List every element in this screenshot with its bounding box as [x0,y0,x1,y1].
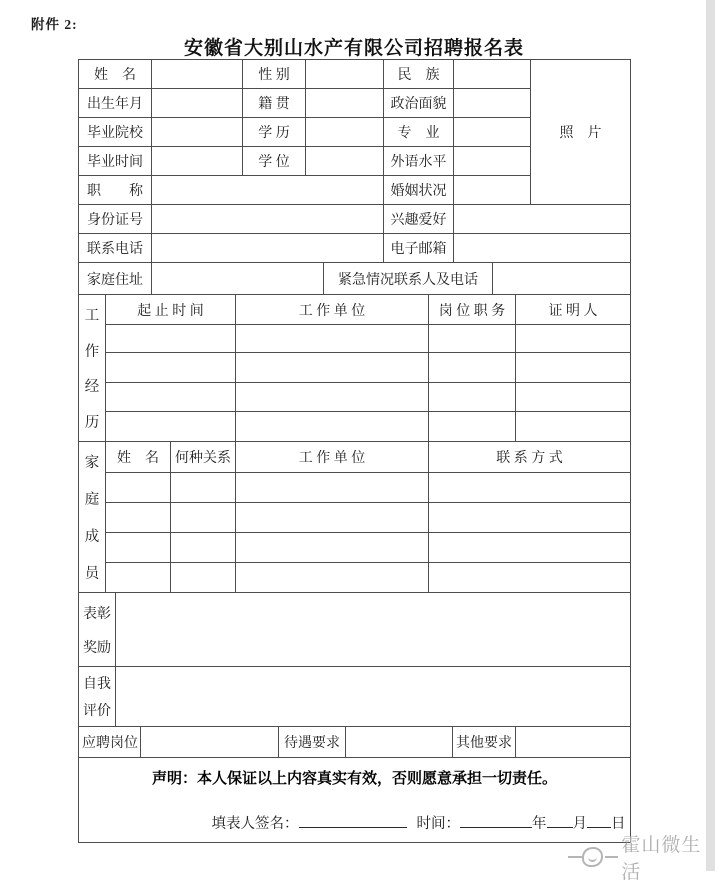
application-form [78,59,630,843]
self-evaluation-table [78,666,631,727]
self-evaluation-label-line: 自我 [83,677,111,692]
id-number-label: 身份证号 [79,205,152,234]
email-label: 电子邮箱 [384,234,454,263]
family-member-cell[interactable] [106,503,171,533]
salary-requirement-label: 待遇要求 [279,727,346,758]
work-history-cell[interactable] [236,412,429,442]
basic-info-table [78,59,631,205]
foreign-language-label: 外语水平 [384,147,454,176]
contact-table [78,204,631,263]
family-member-cell[interactable] [429,533,631,563]
education-field[interactable] [306,118,384,147]
work-history-cell[interactable] [429,383,516,412]
birth-date-label: 出生年月 [79,89,152,118]
watermark-dash [605,856,619,858]
family-member-cell[interactable] [236,473,429,503]
marital-status-field[interactable] [454,176,531,205]
family-member-cell[interactable] [429,503,631,533]
school-field[interactable] [152,118,243,147]
signature-label: 填表人签名： [211,816,299,832]
declaration-cell [79,758,631,843]
watermark-text: 霍山微生活 [621,835,702,883]
work-reference-header: 证 明 人 [516,295,631,325]
day-label: 日 [611,816,626,832]
scrollbar[interactable] [706,0,715,871]
family-label-char: 成 [84,528,100,545]
year-field[interactable] [460,813,532,828]
family-label-char: 员 [84,565,100,582]
work-history-cell[interactable] [429,325,516,353]
family-member-cell[interactable] [171,533,236,563]
degree-label: 学 位 [243,147,306,176]
address-label: 家庭住址 [79,263,152,295]
family-member-cell[interactable] [171,473,236,503]
family-table [78,441,631,593]
work-history-label-char: 经 [84,379,100,396]
family-employer-header: 工 作 单 位 [236,442,429,473]
work-position-header: 岗 位 职 务 [429,295,516,325]
work-history-cell[interactable] [236,353,429,383]
family-member-cell[interactable] [236,563,429,593]
phone-label: 联系电话 [79,234,152,263]
work-employer-header: 工 作 单 位 [236,295,429,325]
family-label-char: 庭 [84,492,100,509]
id-number-field[interactable] [152,205,384,234]
position-applied-label: 应聘岗位 [79,727,141,758]
family-member-cell[interactable] [429,473,631,503]
school-label: 毕业院校 [79,118,152,147]
work-history-cell[interactable] [236,383,429,412]
name-field[interactable] [152,60,243,89]
day-field[interactable] [587,813,611,828]
email-field[interactable] [454,234,631,263]
political-status-field[interactable] [454,89,531,118]
application-table [78,726,631,758]
attachment-label: 附件 2: [31,17,78,32]
native-place-field[interactable] [306,89,384,118]
family-relation-header: 何种关系 [171,442,236,473]
gender-label: 性 别 [243,60,306,89]
signature-line [82,812,627,833]
hobbies-field[interactable] [454,205,631,234]
family-member-cell[interactable] [106,563,171,593]
job-title-field[interactable] [152,176,384,205]
address-table [78,262,631,295]
month-label: 月 [572,816,587,832]
name-label: 姓 名 [79,60,152,89]
ethnicity-label: 民 族 [384,60,454,89]
year-label: 年 [532,816,547,832]
family-member-cell[interactable] [106,533,171,563]
phone-field[interactable] [152,234,384,263]
time-label: 时间： [416,816,460,832]
work-history-label-char: 工 [84,307,100,324]
graduation-time-field[interactable] [152,147,243,176]
watermark-dash [568,856,582,858]
family-label-char: 家 [84,455,100,472]
work-history-table [78,294,631,442]
marital-status-label: 婚姻状况 [384,176,454,205]
emergency-contact-field[interactable] [493,263,631,295]
family-member-cell[interactable] [171,503,236,533]
work-history-cell[interactable] [516,383,631,412]
work-history-cell[interactable] [106,353,236,383]
work-period-header: 起 止 时 间 [106,295,236,325]
position-applied-field[interactable] [141,727,279,758]
family-member-cell[interactable] [106,473,171,503]
work-history-cell[interactable] [429,412,516,442]
family-member-cell[interactable] [236,503,429,533]
work-history-cell[interactable] [516,353,631,383]
work-history-section-label [79,295,106,442]
other-requirement-label: 其他要求 [453,727,516,758]
family-name-header: 姓 名 [106,442,171,473]
declaration-table [78,757,631,843]
work-history-cell[interactable] [516,412,631,442]
work-history-cell[interactable] [429,353,516,383]
awards-label-line: 表彰 [83,606,111,622]
watermark-logo-icon [582,847,603,867]
political-status-label: 政治面貌 [384,89,454,118]
work-history-label-char: 作 [84,343,100,360]
awards-label-line: 奖励 [83,640,111,656]
work-history-cell[interactable] [106,412,236,442]
address-field[interactable] [152,263,324,295]
family-contact-header: 联 系 方 式 [429,442,631,473]
other-requirement-field[interactable] [516,727,631,758]
family-member-cell[interactable] [429,563,631,593]
self-evaluation-label [79,667,116,727]
awards-table [78,592,631,667]
ethnicity-field[interactable] [454,60,531,89]
photo-cell[interactable]: 照 片 [531,60,631,205]
family-member-cell[interactable] [171,563,236,593]
watermark [568,830,718,884]
education-label: 学 历 [243,118,306,147]
family-section-label [79,442,106,593]
graduation-time-label: 毕业时间 [79,147,152,176]
major-label: 专 业 [384,118,454,147]
work-history-cell[interactable] [516,325,631,353]
work-history-cell[interactable] [106,325,236,353]
declaration-statement: 声明：本人保证以上内容真实有效，否则愿意承担一切责任。 [151,770,557,787]
awards-field[interactable] [116,593,631,667]
work-history-cell[interactable] [106,383,236,412]
awards-label [79,593,116,667]
native-place-label: 籍 贯 [243,89,306,118]
work-history-label-char: 历 [84,415,100,432]
form-title: 安徽省大别山水产有限公司招聘报名表 [183,38,524,59]
job-title-label: 职 称 [79,176,152,205]
major-field[interactable] [454,118,531,147]
family-member-cell[interactable] [236,533,429,563]
birth-date-field[interactable] [152,89,243,118]
foreign-language-field[interactable] [454,147,531,176]
work-history-cell[interactable] [236,325,429,353]
signature-field[interactable] [299,813,407,828]
hobbies-label: 兴趣爱好 [384,205,454,234]
degree-field[interactable] [306,147,384,176]
emergency-contact-label: 紧急情况联系人及电话 [324,263,493,295]
month-field[interactable] [547,813,573,828]
self-evaluation-label-line: 评价 [83,704,111,719]
self-evaluation-field[interactable] [116,667,631,727]
gender-field[interactable] [306,60,384,89]
salary-requirement-field[interactable] [346,727,453,758]
